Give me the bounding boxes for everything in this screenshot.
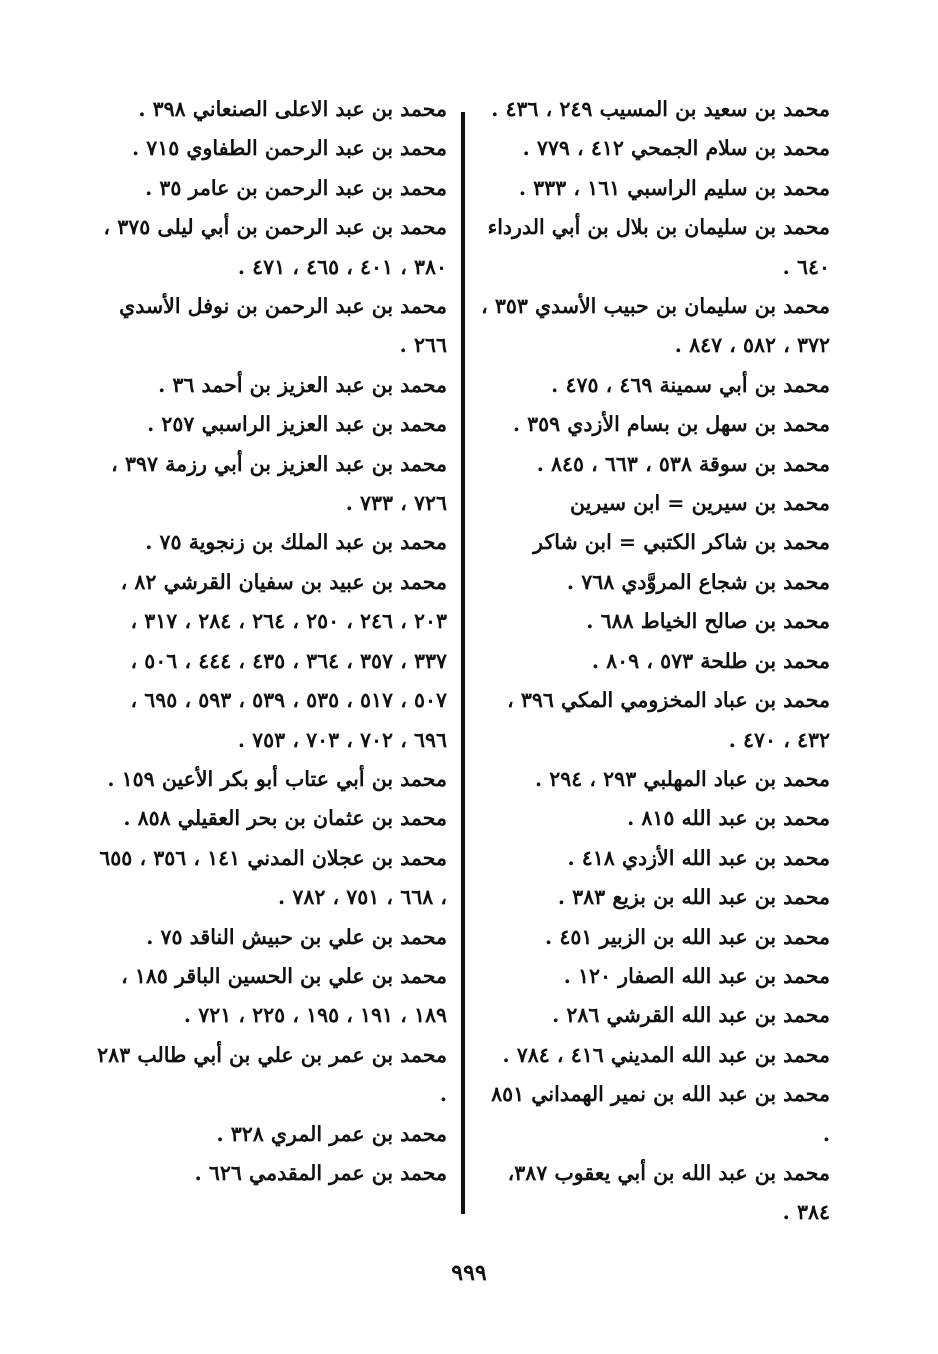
index-column-left: [95, 90, 447, 1193]
index-entry: محمد بن سليمان بن بلال بن أبي الدرداء ٦٤٠ .: [487, 215, 830, 279]
index-entry: محمد بن عبد الله الصفار ١٢٠ .: [563, 963, 830, 988]
index-entry: محمد بن عبد الله بن بزيع ٣٨٣ .: [557, 885, 830, 910]
index-entry: محمد بن عبد العزيز بن أبي رزمة ٣٩٧ ، ٧٢٦ ، ٧٣٣ .: [111, 451, 447, 516]
index-entry: محمد بن عبد الله بن الزبير ٤٥١ .: [545, 924, 830, 949]
index-column-right: [480, 90, 830, 1233]
index-entry: محمد بن عبد الله القرشي ٢٨٦ .: [552, 1003, 830, 1028]
index-entry: محمد بن طلحة ٥٧٣ ، ٨٠٩ .: [591, 648, 830, 673]
index-entry: محمد بن عجلان المدني ١٤١ ، ٣٥٦ ، ٦٥٥ ، ٦٦٨ ، ٧٥١ ، ٧٨٢ .: [99, 845, 447, 910]
index-entry: محمد بن سليم الراسبي ١٦١ ، ٣٣٣ .: [518, 175, 830, 200]
index-entry: محمد بن شجاع المروَّدي ٧٦٨ .: [566, 569, 830, 594]
index-entry: محمد بن سعيد بن المسيب ٢٤٩ ، ٤٣٦ .: [491, 97, 830, 121]
index-entry: محمد بن عبد العزيز الراسبي ٢٥٧ .: [147, 412, 447, 437]
index-entry: محمد بن عبد الاعلى الصنعاني ٣٩٨ .: [138, 97, 447, 121]
page-number: ٩٩٩: [451, 1260, 487, 1286]
index-entry: محمد بن سليمان بن حبيب الأسدي ٣٥٣ ، ٣٧٢ ، ٥٨٢ ، ٨٤٧ .: [481, 294, 830, 358]
index-entry: محمد بن علي بن حبيش الناقد ٧٥ .: [146, 924, 447, 949]
index-entry: محمد بن عمر بن علي بن أبي طالب ٢٨٣ .: [97, 1042, 447, 1107]
index-entry: محمد بن عبد الله المديني ٤١٦ ، ٧٨٤ .: [502, 1042, 830, 1067]
index-entry: محمد بن عبد الله الأزدي ٤١٨ .: [567, 845, 830, 870]
index-entry: محمد بن عثمان بن بحر العقيلي ٨٥٨ .: [123, 806, 447, 831]
index-entry: محمد بن سوقة ٥٣٨ ، ٦٦٣ ، ٨٤٥ .: [536, 451, 830, 476]
index-entry: محمد بن عبد الرحمن بن أبي ليلى ٣٧٥ ، ٣٨٠ ، ٤٠١ ، ٤٦٥ ، ٤٧١ .: [103, 215, 447, 279]
index-entry: محمد بن شاكر الكتبي = ابن شاكر: [533, 530, 830, 555]
index-entry: محمد بن سيرين = ابن سيرين: [570, 491, 830, 516]
index-entry: محمد بن عبد الله بن نمير الهمداني ٨٥١ .: [491, 1082, 830, 1146]
column-divider: [461, 112, 465, 1214]
index-entry: محمد بن عمر المقدمي ٦٢٦ .: [194, 1160, 447, 1185]
index-entry: محمد بن صالح الخياط ٦٨٨ .: [586, 609, 830, 634]
index-entry: محمد بن عبد الرحمن الطفاوي ٧١٥ .: [131, 136, 447, 161]
index-entry: محمد بن عمر المري ٣٢٨ .: [216, 1121, 447, 1146]
index-entry: محمد بن عباد المهلبي ٢٩٣ ، ٢٩٤ .: [534, 766, 830, 791]
index-entry: محمد بن سلام الجمحي ٤١٢ ، ٧٧٩ .: [522, 136, 830, 161]
index-entry: محمد بن عبد الله ٨١٥ .: [627, 806, 830, 831]
index-entry: محمد بن عبد الله بن أبي يعقوب ٣٨٧، ٣٨٤ .: [507, 1160, 830, 1225]
index-entry: محمد بن سهل بن بسام الأزدي ٣٥٩ .: [512, 412, 830, 437]
index-entry: محمد بن علي بن الحسين الباقر ١٨٥ ، ١٨٩ ، ١٩١ ، ١٩٥ ، ٢٢٥ ، ٧٢١ .: [121, 963, 447, 1028]
index-entry: محمد بن عبد العزيز بن أحمد ٣٦ .: [158, 372, 447, 397]
index-entry: محمد بن عبد الرحمن بن نوفل الأسدي ٢٦٦ .: [119, 294, 447, 358]
index-entry: محمد بن عبيد بن سفيان القرشي ٨٢ ، ٢٠٣ ، ٢٤٦ ، ٢٥٠ ، ٢٦٤ ، ٢٨٤ ، ٣١٧ ، ٣٣٧ ، ٣٥٧ ، ٣٦٤ ، ٤٣٥ ، ٤٤٤ ، ٥٠٦ ، ٥٠٧ ، ٥١٧ ، ٥٣٥ ، ٥٣٩ ، ٥٩٣ ، ٦٩٥ ، ٦٩٦ ، ٧٠٢ ، ٧٠٣ ، ٧٥٣ .: [120, 569, 447, 752]
index-entry: محمد بن عبد الملك بن زنجوية ٧٥ .: [145, 530, 447, 555]
index-entry: محمد بن عباد المخزومي المكي ٣٩٦ ، ٤٣٢ ، ٤٧٠ .: [507, 688, 830, 752]
index-entry: محمد بن عبد الرحمن بن عامر ٣٥ .: [145, 175, 447, 200]
index-entry: محمد بن أبي عتاب أبو بكر الأعين ١٥٩ .: [107, 766, 447, 791]
index-entry: محمد بن أبي سمينة ٤٦٩ ، ٤٧٥ .: [551, 372, 830, 397]
